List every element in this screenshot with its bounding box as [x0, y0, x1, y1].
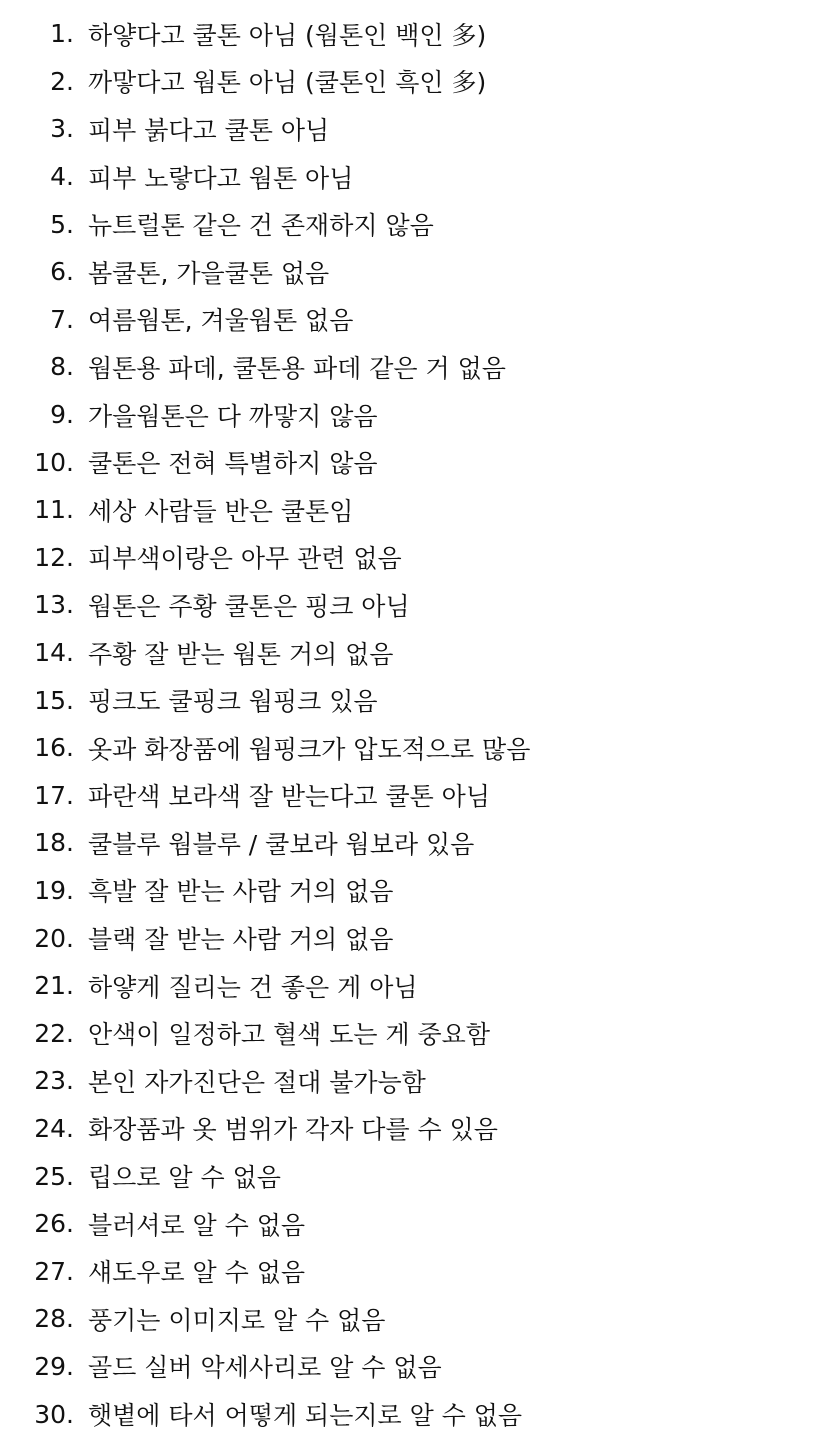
list-item-text: 피부 붉다고 쿨톤 아님	[88, 115, 330, 145]
list-item-number: 5.	[50, 209, 74, 239]
list-item	[0, 867, 828, 915]
list-item-number: 3.	[50, 114, 74, 144]
list-item	[0, 676, 828, 724]
list-item-number: 16.	[34, 733, 74, 763]
list-item	[0, 248, 828, 296]
list-item	[0, 962, 828, 1010]
list-item	[0, 1057, 828, 1105]
list-item-number: 15.	[34, 685, 74, 715]
list-item	[0, 819, 828, 867]
list-item	[0, 58, 828, 106]
list-item	[0, 724, 828, 772]
list-item	[0, 343, 828, 391]
list-item	[0, 153, 828, 201]
list-item	[0, 914, 828, 962]
list-item-number: 18.	[34, 828, 74, 858]
list-item-number: 30.	[34, 1399, 74, 1429]
list-item-number: 22.	[34, 1018, 74, 1048]
list-item	[0, 772, 828, 820]
list-item-number: 12.	[34, 542, 74, 572]
list-item	[0, 1009, 828, 1057]
list-item-text: 세상 사람들 반은 쿨톤임	[88, 496, 354, 526]
list-item-number: 9.	[50, 400, 74, 430]
list-item-text: 파란색 보라색 잘 받는다고 쿨톤 아님	[88, 782, 490, 812]
list-item-text: 하얗다고 쿨톤 아님 (웜톤인 백인 多)	[88, 20, 487, 50]
list-item-number: 8.	[50, 352, 74, 382]
list-item-text: 피부색이랑은 아무 관련 없음	[88, 544, 402, 574]
list-item	[0, 438, 828, 486]
list-item-number: 14.	[34, 638, 74, 668]
list-item-number: 28.	[34, 1304, 74, 1334]
list-item-number: 2.	[50, 66, 74, 96]
list-item	[0, 1105, 828, 1153]
list-item-number: 4.	[50, 162, 74, 192]
list-item-text: 화장품과 옷 범위가 각자 다를 수 있음	[88, 1115, 498, 1145]
list-item	[0, 486, 828, 534]
list-item-text: 핑크도 쿨핑크 웜핑크 있음	[88, 687, 378, 717]
list-item	[0, 1343, 828, 1391]
list-item-text: 하얗게 질리는 건 좋은 게 아님	[88, 972, 418, 1002]
list-item-number: 19.	[34, 875, 74, 905]
list-item-text: 햇볕에 타서 어떻게 되는지로 알 수 없음	[88, 1401, 523, 1431]
list-item-text: 가을웜톤은 다 까맣지 않음	[88, 401, 378, 431]
list-item-number: 26.	[34, 1209, 74, 1239]
list-item	[0, 10, 828, 58]
list-item-text: 뉴트럴톤 같은 건 존재하지 않음	[88, 211, 434, 241]
list-item	[0, 1152, 828, 1200]
list-item	[0, 581, 828, 629]
list-item	[0, 391, 828, 439]
list-item-text: 블러셔로 알 수 없음	[88, 1210, 306, 1240]
list-item-text: 쿨톤은 전혀 특별하지 않음	[88, 449, 378, 479]
list-item-number: 6.	[50, 257, 74, 287]
list-item-text: 안색이 일정하고 혈색 도는 게 중요함	[88, 1020, 490, 1050]
list-item-text: 풍기는 이미지로 알 수 없음	[88, 1305, 386, 1335]
list-item-text: 흑발 잘 받는 사람 거의 없음	[88, 877, 394, 907]
list-item-number: 24.	[34, 1113, 74, 1143]
list-item-text: 옷과 화장품에 웜핑크가 압도적으로 많음	[88, 734, 531, 764]
list-item-text: 섀도우로 알 수 없음	[88, 1258, 306, 1288]
list-item-number: 7.	[50, 304, 74, 334]
list-item	[0, 1247, 828, 1295]
list-item	[0, 200, 828, 248]
list-item-number: 27.	[34, 1256, 74, 1286]
list-item	[0, 1390, 828, 1438]
list-item-number: 20.	[34, 923, 74, 953]
list-item-text: 봄쿨톤, 가을쿨톤 없음	[88, 258, 330, 288]
list-item-number: 10.	[34, 447, 74, 477]
list-item-number: 23.	[34, 1066, 74, 1096]
list-item-number: 13.	[34, 590, 74, 620]
list-item	[0, 105, 828, 153]
list-item-number: 21.	[34, 971, 74, 1001]
list-item	[0, 296, 828, 344]
list-item-text: 여름웜톤, 겨울웜톤 없음	[88, 306, 354, 336]
list-item-text: 피부 노랗다고 웜톤 아님	[88, 163, 354, 193]
list-item-text: 블랙 잘 받는 사람 거의 없음	[88, 925, 394, 955]
list-item-number: 11.	[34, 495, 74, 525]
list-item-number: 29.	[34, 1351, 74, 1381]
list-item-text: 웜톤용 파데, 쿨톤용 파데 같은 거 없음	[88, 353, 506, 383]
list-item-text: 까맣다고 웜톤 아님 (쿨톤인 흑인 多)	[88, 68, 487, 98]
list-item-text: 본인 자가진단은 절대 불가능함	[88, 1067, 426, 1097]
list-item-number: 25.	[34, 1161, 74, 1191]
list-item	[0, 1200, 828, 1248]
list-item-text: 웜톤은 주황 쿨톤은 핑크 아님	[88, 591, 410, 621]
list-item-text: 쿨블루 웜블루 / 쿨보라 웜보라 있음	[88, 829, 475, 859]
list-item-text: 골드 실버 악세사리로 알 수 없음	[88, 1353, 442, 1383]
list-item-text: 주황 잘 받는 웜톤 거의 없음	[88, 639, 394, 669]
list-item	[0, 629, 828, 677]
list-item-text: 립으로 알 수 없음	[88, 1163, 281, 1193]
list-item-number: 1.	[50, 19, 74, 49]
list-item-number: 17.	[34, 780, 74, 810]
list-item	[0, 534, 828, 582]
list-item	[0, 1295, 828, 1343]
